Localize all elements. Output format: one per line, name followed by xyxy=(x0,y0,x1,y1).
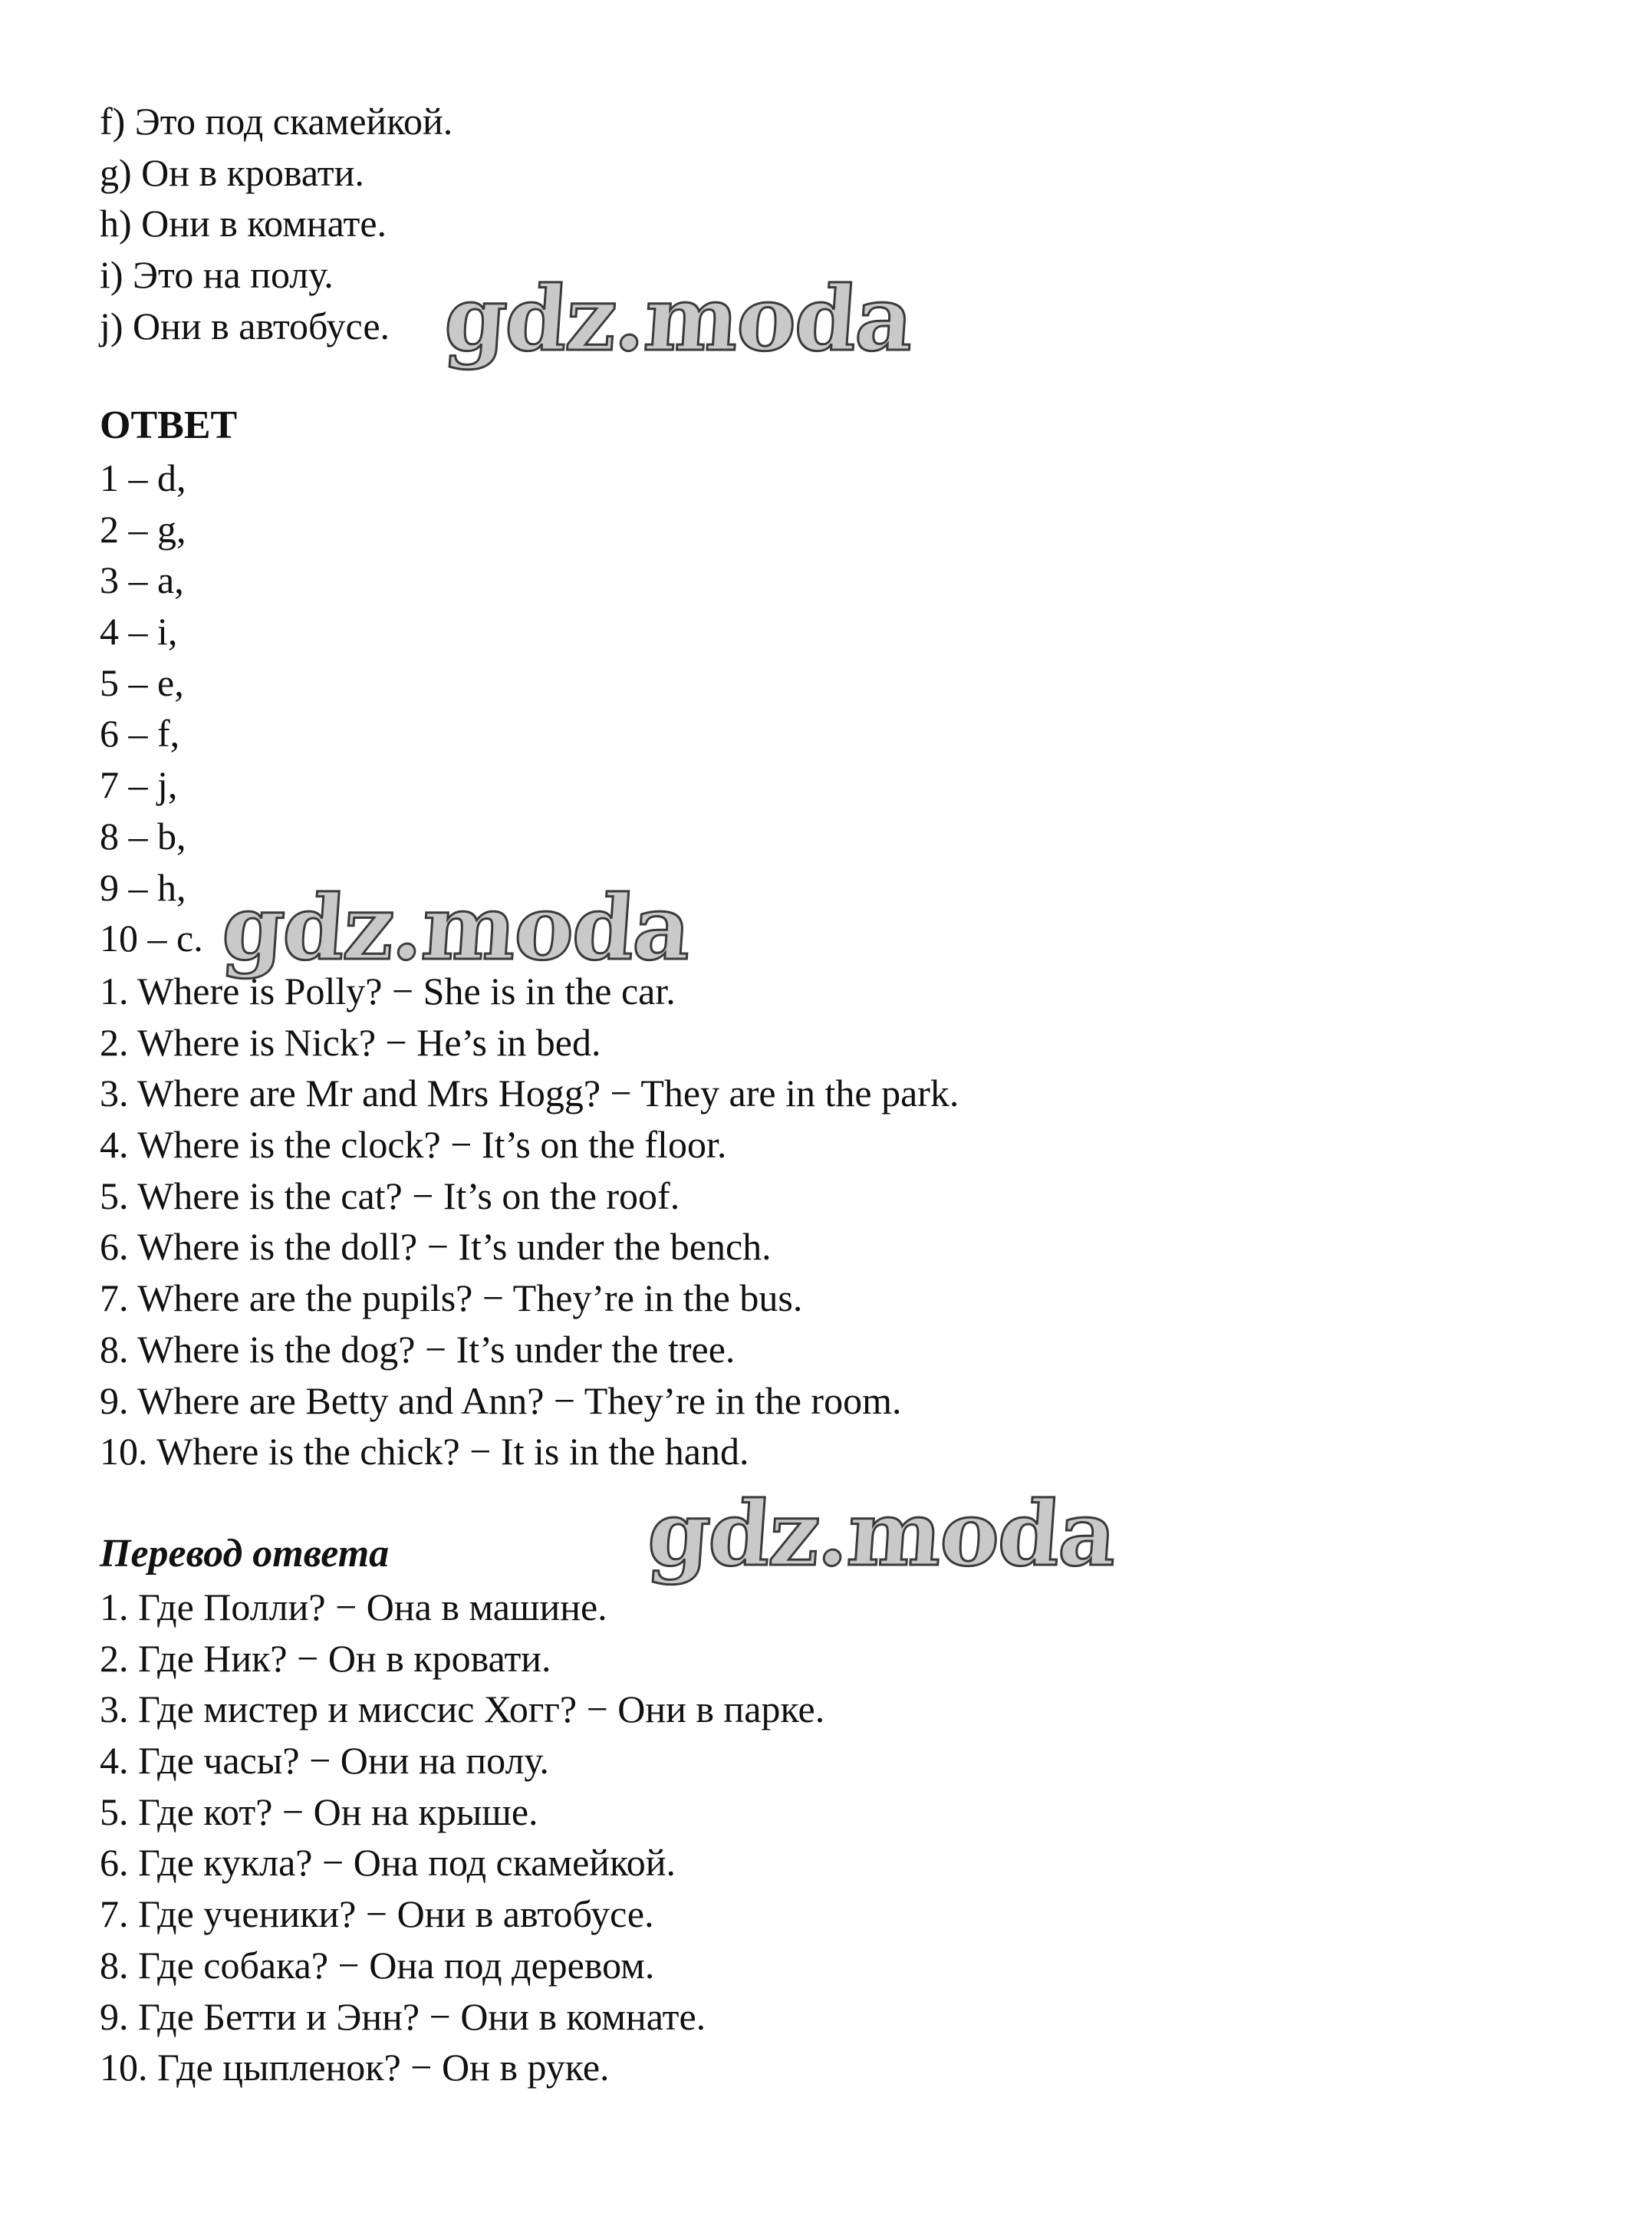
answer-heading: ОТВЕТ xyxy=(100,403,238,447)
translation-heading: Перевод ответа xyxy=(100,1532,390,1576)
answer-sentence: 9. Where are Betty and Ann? − They’re in the room. xyxy=(100,1378,902,1422)
translation-item: 8. Где собака? − Она под деревом. xyxy=(100,1943,655,1987)
answer-sentence: 4. Where is the clock? − It’s on the floor. xyxy=(100,1123,727,1167)
translation-item: 6. Где кукла? − Она под скамейкой. xyxy=(100,1841,676,1885)
list-item: g) Он в кровати. xyxy=(100,150,364,194)
translation-item: 5. Где кот? − Он на крыше. xyxy=(100,1790,538,1833)
answer-sentences-list xyxy=(100,966,959,1477)
answer-sentence: 1. Where is Polly? − She is in the car. xyxy=(100,970,676,1012)
watermark-logo: gdz.moda xyxy=(219,876,693,980)
answer-sentence: 5. Where is the cat? − It’s on the roof. xyxy=(100,1174,680,1217)
list-item: h) Они в комнате. xyxy=(100,202,387,245)
answer-key-item: 7 – j, xyxy=(100,763,178,807)
list-item: f) Это под скамейкой. xyxy=(100,100,453,143)
answer-key-item: 6 – f, xyxy=(100,712,180,756)
answer-sentence: 2. Where is Nick? − He’s in bed. xyxy=(100,1020,601,1064)
answer-sentence: 3. Where are Mr and Mrs Hogg? − They are in the park. xyxy=(100,1072,959,1115)
answer-key-item: 10 – c. xyxy=(100,917,203,960)
list-item: i) Это на полу. xyxy=(100,253,334,297)
translation-item: 1. Где Полли? − Она в машине. xyxy=(100,1585,607,1628)
translation-item: 9. Где Бетти и Энн? − Они в комнате. xyxy=(100,1994,706,2038)
translation-item: 4. Где часы? − Они на полу. xyxy=(100,1739,549,1783)
answer-sentence: 7. Where are the pupils? − They’re in the bus. xyxy=(100,1276,803,1320)
translation-item: 10. Где цыпленок? − Он в руке. xyxy=(100,2046,610,2089)
watermark-logo: gdz.moda xyxy=(644,1482,1119,1586)
answer-key-item: 4 – i, xyxy=(100,610,178,654)
answer-sentence: 10. Where is the chick? − It is in the hand. xyxy=(100,1430,749,1473)
translation-item: 2. Где Ник? − Он в кровати. xyxy=(100,1636,551,1680)
answer-sentence: 6. Where is the doll? − It’s under the bench. xyxy=(100,1225,772,1269)
list-item: j) Они в автобусе. xyxy=(100,304,390,347)
answer-sentence: 8. Where is the dog? − It’s under the tree. xyxy=(100,1327,736,1371)
answer-key-item: 8 – b, xyxy=(100,814,186,858)
translation-item: 7. Где ученики? − Они в автобусе. xyxy=(100,1892,654,1936)
answer-key-item: 3 – a, xyxy=(100,558,184,602)
translation-item: 3. Где мистер и миссис Хогг? − Они в парке. xyxy=(100,1687,825,1731)
answer-keys-list xyxy=(100,453,203,964)
answer-key-item: 9 – h, xyxy=(100,865,186,909)
top-lines-list xyxy=(100,96,452,351)
answer-key-item: 5 – e, xyxy=(100,660,184,704)
answer-key-item: 1 – d, xyxy=(100,456,186,499)
answer-key-item: 2 – g, xyxy=(100,507,186,551)
watermark-logo: gdz.moda xyxy=(441,267,916,371)
translation-list xyxy=(100,1582,824,2093)
